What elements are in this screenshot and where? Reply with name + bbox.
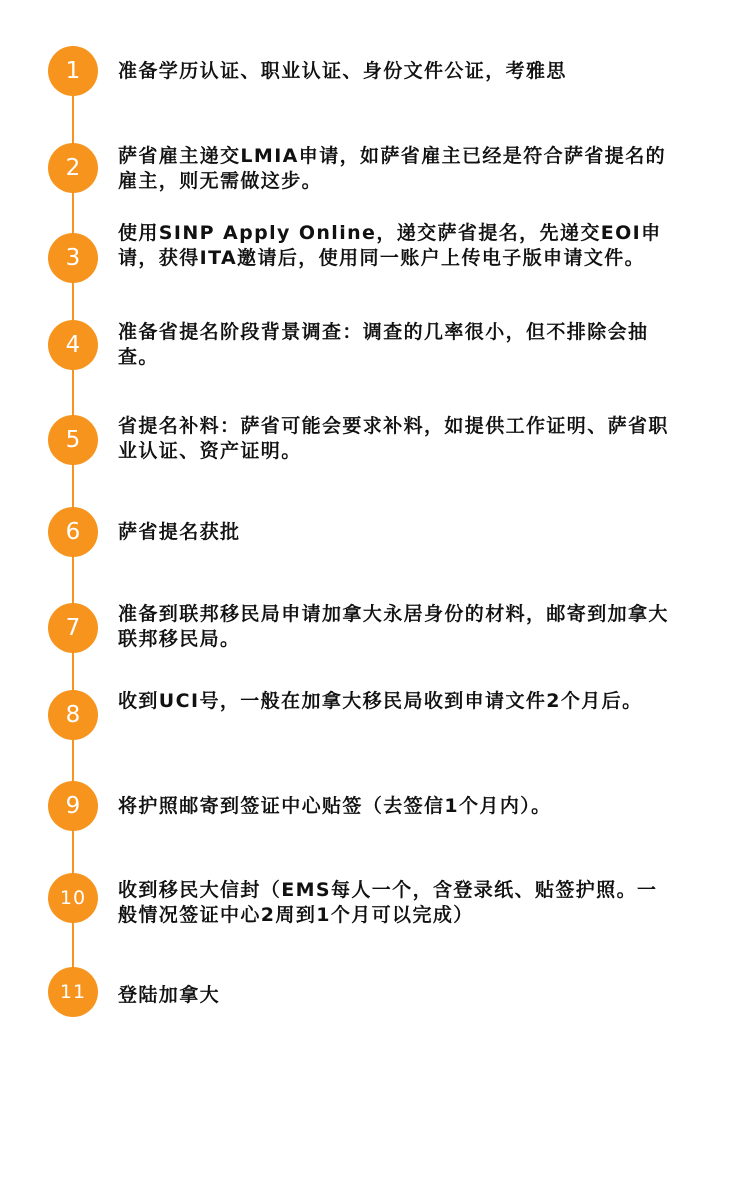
step-description: 萨省雇主递交LMIA申请，如萨省雇主已经是符合萨省提名的雇主，则无需做这步。 (118, 145, 666, 192)
step-number-badge: 8 (48, 690, 98, 740)
step-description: 准备学历认证、职业认证、身份文件公证，考雅思 (118, 60, 567, 82)
step-description: 准备省提名阶段背景调查：调查的几率很小，但不排除会抽查。 (118, 321, 649, 368)
step-number-badge: 4 (48, 320, 98, 370)
step-number-badge: 3 (48, 233, 98, 283)
step-number-badge: 9 (48, 781, 98, 831)
step-number-badge: 7 (48, 603, 98, 653)
step-description: 登陆加拿大 (118, 984, 221, 1006)
step-number-badge: 2 (48, 143, 98, 193)
step-number-badge: 6 (48, 507, 98, 557)
step-number-badge: 11 (48, 967, 98, 1017)
step-description: 准备到联邦移民局申请加拿大永居身份的材料，邮寄到加拿大联邦移民局。 (118, 603, 669, 650)
step-number-badge: 1 (48, 46, 98, 96)
step-description: 收到移民大信封（EMS每人一个，含登录纸、贴签护照。一般情况签证中心2周到1个月可以完成） (118, 879, 658, 926)
step-description: 萨省提名获批 (118, 521, 241, 543)
step-number-badge: 5 (48, 415, 98, 465)
step-description: 将护照邮寄到签证中心贴签（去签信1个月内）。 (118, 795, 552, 817)
step-description: 收到UCI号，一般在加拿大移民局收到申请文件2个月后。 (118, 690, 643, 712)
step-description: 使用SINP Apply Online，递交萨省提名，先递交EOI申请，获得ITA邀请后，使用同一账户上传电子版申请文件。 (118, 222, 662, 269)
step-number-badge: 10 (48, 873, 98, 923)
step-description: 省提名补料：萨省可能会要求补料，如提供工作证明、萨省职业认证、资产证明。 (118, 415, 669, 462)
